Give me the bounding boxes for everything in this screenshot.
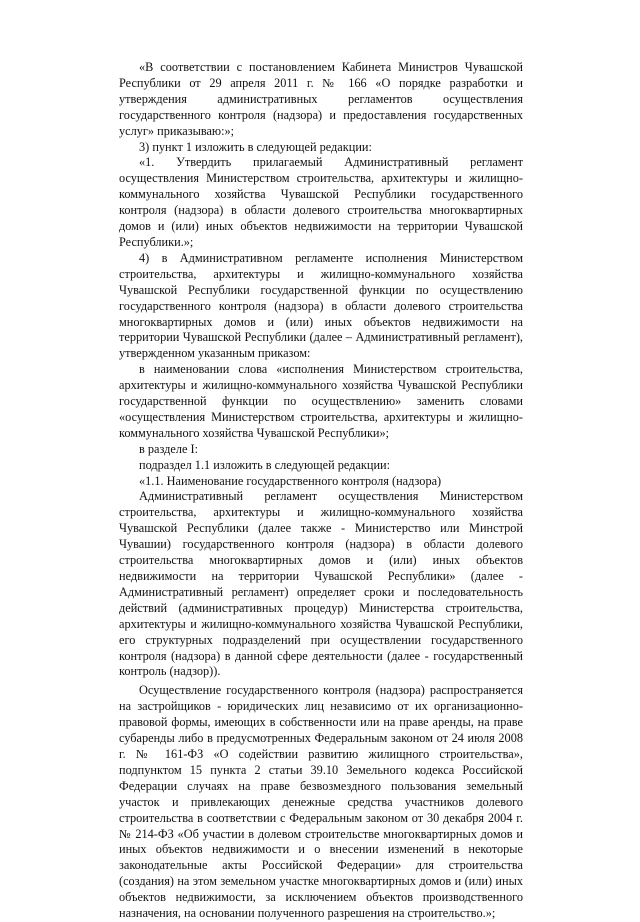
paragraph-preamble-quote: «В соответствии с постановлением Кабинета Министров Чувашской Республики от 29 апреля 2011 г. № 166 «О порядке разработки и утверждения административных регламентов осуществления государственного контроля (надзора) и предоставления государственных услуг» приказываю:»;	[119, 60, 523, 138]
paragraph-subsection-intro: подраздел 1.1 изложить в следующей редакции:	[139, 457, 391, 472]
document-page	[119, 60, 523, 922]
paragraph-control-coverage: Осуществление государственного контроля (надзора) распространяется на застройщиков - юридических лиц независимо от их организационно-правовой формы, имеющих в собственности или на праве аренды, на праве субаренды либо в предусмотренных Федеральным законом от 24 июля 2008 г. № 161-ФЗ «О содействии развитию жилищного строительства», подпунктом 15 пункта 2 статьи 39.10 Земельного кодекса Российской Федерации случаях на праве безвозмездного пользования земельный участок и привлекающих денежные средства участников долевого строительства в соответствии с Федеральным законом от 30 декабря 2004 г. № 214-ФЗ «Об участии в долевом строительстве многоквартирных домов и иных объектов недвижимости и о внесении изменений в некоторые законодательные акты Российской Федерации» для строительства (создания) на этом земельном участке многоквартирных домов и (или) иных объектов недвижимости, за исключением объектов производственного назначения, на основании полученного разрешения на строительство.»;	[119, 683, 523, 921]
paragraph-item-4: 4) в Административном регламенте исполнения Министерством строительства, архитектуры и жилищно-коммунального хозяйства Чувашской Республики государственной функции по осуществлению государственного контроля (надзора) в области долевого строительства многоквартирных домов и (или) иных объектов недвижимости на территории Чувашской Республики (далее – Административный регламент), утвержденном указанным приказом:	[119, 250, 523, 361]
paragraph-title-change: в наименовании слова «исполнения Министерством строительства, архитектуры и жилищно-коммунального хозяйства Чувашской Республики государственной функции по осуществлению» заменить словами «осуществления Министерством строительства, архитектуры и жилищно-коммунального хозяйства Чувашской Республики»;	[119, 362, 523, 440]
paragraph-regulation-scope: Административный регламент осуществления Министерством строительства, архитектуры и жилищно-коммунального хозяйства Чувашской Республики (далее также - Министерство или Минстрой Чувашии) государственного контроля (надзора) в области долевого строительства многоквартирных домов и (или) иных объектов недвижимости на территории Чувашской Республики» (далее - Административный регламент) определяет сроки и последовательность действий (административных процедур) Министерства строительства, архитектуры и жилищно-коммунального хозяйства Чувашской Республики, его структурных подразделений при осуществлении государственного контроля (надзора) в данной сфере деятельности (далее - государственный контроль (надзор)).	[119, 489, 523, 679]
paragraph-point-1-text: «1. Утвердить прилагаемый Административный регламент осуществления Министерством строительства, архитектуры и жилищно-коммунального хозяйства Чувашской Республики государственного контроля (надзора) в области долевого строительства многоквартирных домов и (или) иных объектов недвижимости на территории Чувашской Республики.»;	[119, 155, 523, 249]
paragraph-subsection-heading: «1.1. Наименование государственного контроля (надзора)	[139, 473, 442, 488]
paragraph-section-1: в разделе I:	[139, 441, 199, 456]
paragraph-item-3: 3) пункт 1 изложить в следующей редакции:	[139, 139, 372, 154]
